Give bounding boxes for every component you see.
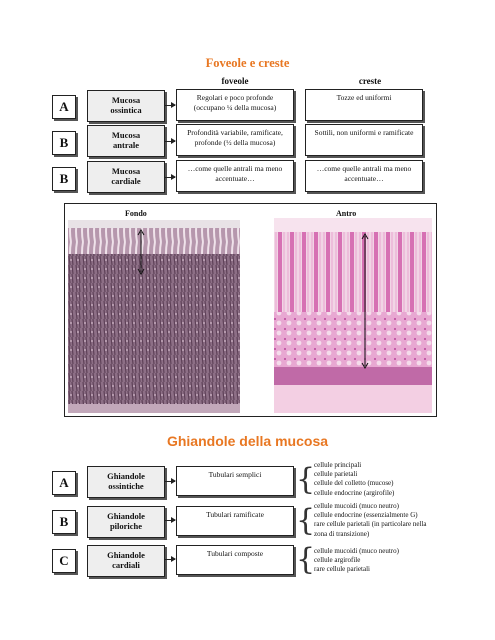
row-letter: A <box>52 471 76 495</box>
gland-type: Tubulari semplici <box>176 466 294 496</box>
arrow-connector <box>165 520 175 521</box>
list-item: rare cellule parietali <box>314 565 370 574</box>
section1-title: Foveole e creste <box>205 56 290 70</box>
antro-label: Antro <box>336 209 357 218</box>
column-header-creste: creste <box>358 76 382 86</box>
creste-description: Sottili, non uniformi e ramificate <box>305 124 423 156</box>
list-item: cellule principali <box>314 461 362 469</box>
gland-type: Tubulari ramificate <box>176 506 294 536</box>
gland-label: Ghiandole ossintiche <box>87 466 165 498</box>
list-item: cellule del colletto (mucose) <box>314 479 394 488</box>
gland-type: Tubulari composte <box>176 545 294 575</box>
gland-label: Ghiandole piloriche <box>87 506 165 538</box>
gland-label: Ghiandole cardiali <box>87 545 165 577</box>
foveole-description: Regolari e poco profonde (occupano ¼ della mucosa) <box>176 89 294 121</box>
creste-description: Tozze ed uniformi <box>305 89 423 121</box>
row-letter: B <box>52 131 76 155</box>
row-letter: B <box>52 510 76 534</box>
cell-list <box>314 461 464 498</box>
mucosa-label: Mucosa antrale <box>87 125 165 157</box>
fondo-histology-image <box>68 220 240 413</box>
brace-icon: { <box>296 503 316 538</box>
row-letter: B <box>52 167 76 191</box>
list-item: rare cellule parietali (in particolare nella <box>314 520 427 529</box>
list-item: cellule endocrine (essenzialmente G) <box>314 511 418 520</box>
arrow-connector <box>165 177 175 178</box>
cell-list <box>314 502 464 539</box>
arrow-connector <box>165 481 175 482</box>
row-letter: A <box>52 95 76 119</box>
list-item: cellule endocrine (argirofile) <box>314 488 395 497</box>
arrow-connector <box>165 141 175 142</box>
brace-icon: { <box>296 542 316 577</box>
foveole-description: …come quelle antrali ma meno accentuate… <box>176 160 294 192</box>
column-header-foveole: foveole <box>221 76 249 86</box>
mucosa-label: Mucosa ossintica <box>87 90 165 122</box>
list-item: zona di transizione) <box>314 529 370 538</box>
list-item: cellule argirofile <box>314 556 361 565</box>
arrow-connector <box>165 559 175 560</box>
foveole-description: Profondità variabile, ramificate, profonde (½ della mucosa) <box>176 124 294 156</box>
cell-list <box>314 547 464 575</box>
list-item: cellule mucoidi (muco neutro) <box>314 547 399 555</box>
list-item: cellule mucoidi (muco neutro) <box>314 502 399 510</box>
row-letter: C <box>52 549 76 573</box>
brace-icon: { <box>296 462 316 497</box>
fondo-label: Fondo <box>125 209 147 218</box>
list-item: cellule parietali <box>314 470 358 479</box>
section2-title: Ghiandole della mucosa <box>166 433 329 449</box>
creste-description: …come quelle antrali ma meno accentuate… <box>305 160 423 192</box>
antro-histology-image <box>274 218 432 413</box>
mucosa-label: Mucosa cardiale <box>87 161 165 193</box>
arrow-connector <box>165 105 175 106</box>
